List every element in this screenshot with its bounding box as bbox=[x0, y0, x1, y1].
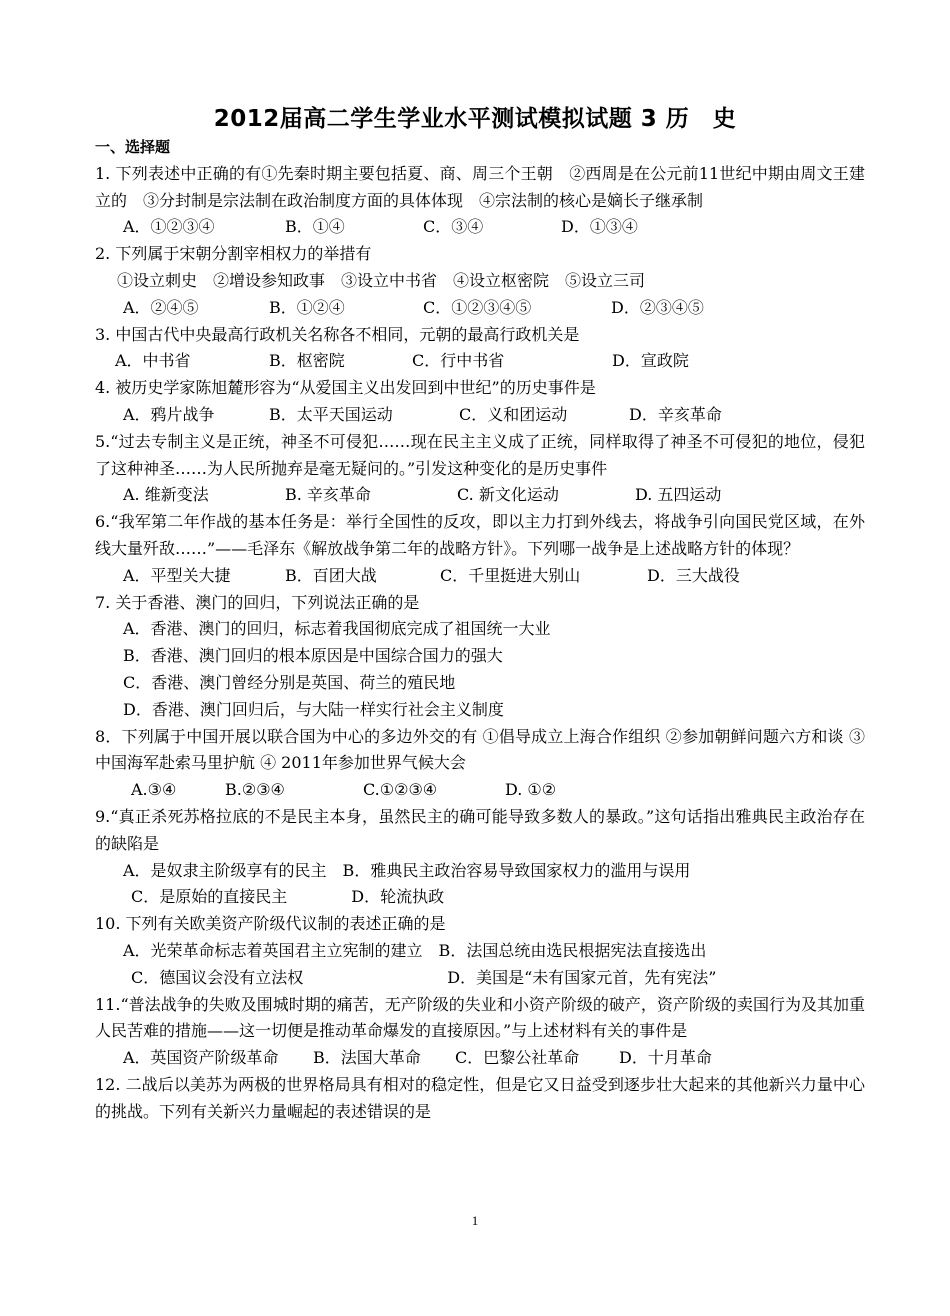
option-d: D．三大战役 bbox=[647, 565, 740, 585]
option-b: B．法国大革命 bbox=[313, 1048, 421, 1068]
option-row bbox=[95, 402, 865, 429]
question-9 bbox=[95, 804, 865, 911]
option-row bbox=[95, 214, 865, 241]
option-row bbox=[95, 777, 865, 804]
question-stem: 12. 二战后以美苏为两极的世界格局具有相对的稳定性，但是它又日益受到逐步壮大起来的其他新兴力量中心的挑战。下列有关新兴力量崛起的表述错误的是 bbox=[95, 1074, 865, 1121]
question-11 bbox=[95, 992, 865, 1072]
option-c: C．巴黎公社革命 bbox=[455, 1048, 580, 1068]
option-b: B．太平天国运动 bbox=[269, 404, 393, 424]
question-list bbox=[95, 134, 865, 1125]
option-a: A．②④⑤ bbox=[123, 297, 199, 317]
option-row bbox=[95, 482, 865, 509]
question-stem: 8．下列属于中国开展以联合国为中心的多边外交的有 ①倡导成立上海合作组织 ②参加朝鲜问题六方和谈 ③中国海军赴索马里护航 ④ 2011年参加世界气候大会 bbox=[95, 726, 865, 773]
option-d: D. 五四运动 bbox=[635, 485, 722, 505]
option-d: D．十月革命 bbox=[619, 1048, 712, 1068]
option-c: C. 新文化运动 bbox=[457, 485, 559, 505]
question-stem: 5.“过去专制主义是正统，神圣不可侵犯……现在民主主义成了正统，同样取得了神圣不可侵犯的地位，侵犯了这种神圣……为人民所抛弃是毫无疑问的。”引发这种变化的是历史事件 bbox=[95, 431, 865, 478]
option-a: A. 维新变法 bbox=[123, 485, 209, 505]
option-c: C．行中书省 bbox=[412, 351, 505, 371]
option-b: B．①②④ bbox=[269, 297, 345, 317]
option-d: D．①③④ bbox=[561, 217, 638, 237]
question-stem: 9.“真正杀死苏格拉底的不是民主本身，虽然民主的确可能导致多数人的暴政。”这句话指出雅典民主政治存在的缺陷是 bbox=[95, 806, 865, 853]
question-5 bbox=[95, 429, 865, 509]
option-row bbox=[95, 348, 865, 375]
option-d: D．香港、澳门回归后，与大陆一样实行社会主义制度 bbox=[123, 699, 504, 719]
question-6 bbox=[95, 509, 865, 589]
exam-title: 2012届高二学生学业水平测试模拟试题 3 历 史 bbox=[213, 106, 737, 132]
option-a: A．中书省 bbox=[115, 351, 191, 371]
question-stem: 4. 被历史学家陈旭麓形容为“从爱国主义出发回到中世纪”的历史事件是 bbox=[95, 378, 596, 398]
option-d: D．宣政院 bbox=[612, 351, 689, 371]
option-c: C．③④ bbox=[423, 217, 484, 237]
question-stem: 7. 关于香港、澳门的回归，下列说法正确的是 bbox=[95, 592, 420, 612]
option-a: A．①②③④ bbox=[123, 217, 215, 237]
option-c: C．千里挺进大别山 bbox=[440, 565, 581, 585]
question-7 bbox=[95, 590, 865, 724]
question-stem: 10. 下列有关欧美资产阶级代议制的表述正确的是 bbox=[95, 914, 446, 934]
question-choices: ①设立刺史 ②增设参知政事 ③设立中书省 ④设立枢密院 ⑤设立三司 bbox=[117, 270, 646, 290]
question-stem: 6.“我军第二年作战的基本任务是：举行全国性的反攻，即以主力打到外线去，将战争引向国民党区域，在外线大量歼敌……”——毛泽东《解放战争第二年的战略方针》。下列哪一战争是上述战略方针的体现？ bbox=[95, 512, 865, 558]
option-a: A．鸦片战争 bbox=[123, 404, 215, 424]
question-12 bbox=[95, 1072, 865, 1126]
page-number: 1 bbox=[471, 1213, 479, 1228]
option-b: B．百团大战 bbox=[285, 565, 377, 585]
question-stem: 1. 下列表述中正确的有①先秦时期主要包括夏、商、周三个王朝 ②西周是在公元前11世纪中期由周文王建立的 ③分封制是宗法制在政治制度方面的具体体现 ④宗法制的核心是嫡长子继承制 bbox=[95, 163, 865, 210]
option-d: D. ①② bbox=[505, 780, 557, 800]
option-row bbox=[95, 1045, 865, 1072]
option-c: C．①②③④⑤ bbox=[423, 297, 532, 317]
section-heading: 一、选择题 bbox=[95, 138, 171, 156]
option-b: B．香港、澳门回归的根本原因是中国综合国力的强大 bbox=[123, 646, 503, 666]
option-a: A．英国资产阶级革命 bbox=[123, 1048, 279, 1068]
option-a: A．香港、澳门的回归，标志着我国彻底完成了祖国统一大业 bbox=[123, 619, 551, 639]
option-row bbox=[95, 295, 865, 322]
question-8 bbox=[95, 724, 865, 804]
option-row-ab: A．是奴隶主阶级享有的民主 B．雅典民主政治容易导致国家权力的滥用与误用 bbox=[123, 860, 691, 880]
option-d: D．辛亥革命 bbox=[629, 404, 722, 424]
option-row-ab: A．光荣革命标志着英国君主立宪制的建立 B．法国总统由选民根据宪法直接选出 bbox=[123, 940, 707, 960]
option-c: C．香港、澳门曾经分别是英国、荷兰的殖民地 bbox=[123, 672, 456, 692]
question-2 bbox=[95, 241, 865, 321]
option-b: B. 辛亥革命 bbox=[285, 485, 371, 505]
option-b: B．枢密院 bbox=[269, 351, 345, 371]
option-d: D．②③④⑤ bbox=[611, 297, 704, 317]
option-row bbox=[95, 563, 865, 590]
option-a: A.③④ bbox=[131, 780, 177, 800]
option-a: A．平型关大捷 bbox=[123, 565, 231, 585]
question-stem: 2. 下列属于宋朝分割宰相权力的举措有 bbox=[95, 244, 372, 264]
option-row-cd: C．德国议会没有立法权 D．美国是“未有国家元首，先有宪法” bbox=[131, 967, 717, 987]
question-10 bbox=[95, 911, 865, 991]
option-c: C.①②③④ bbox=[363, 780, 438, 800]
option-b: B．①④ bbox=[285, 217, 345, 237]
option-row-cd: C．是原始的直接民主 D．轮流执政 bbox=[131, 887, 445, 907]
question-stem: 3. 中国古代中央最高行政机关名称各不相同，元朝的最高行政机关是 bbox=[95, 324, 580, 344]
question-1 bbox=[95, 161, 865, 241]
question-stem: 11.“普法战争的失败及围城时期的痛苦，无产阶级的失业和小资产阶级的破产，资产阶级的卖国行为及其加重人民苦难的措施——这一切便是推动革命爆发的直接原因。”与上述材料有关的事件是 bbox=[95, 994, 865, 1041]
option-b: B.②③④ bbox=[225, 780, 285, 800]
question-3 bbox=[95, 322, 865, 376]
question-4 bbox=[95, 375, 865, 429]
option-c: C．义和团运动 bbox=[459, 404, 568, 424]
